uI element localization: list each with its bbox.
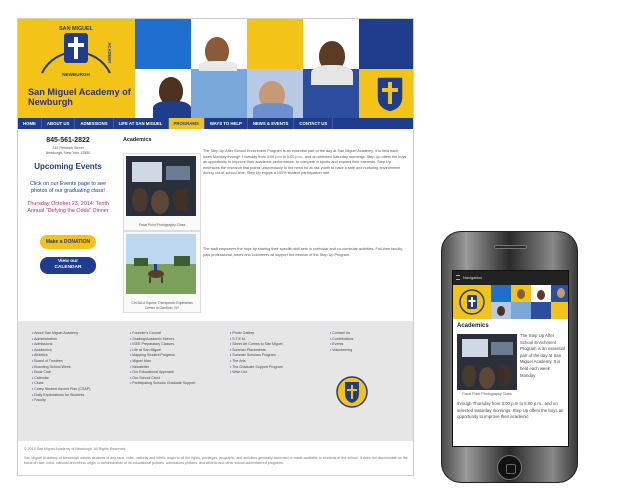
footer-link[interactable]: • Contact Us xyxy=(330,331,353,337)
footer-link[interactable]: • Administration xyxy=(32,337,90,343)
footer-link[interactable]: • Contributions xyxy=(330,337,353,343)
footer-link[interactable]: • Admissions xyxy=(32,342,90,348)
crest-icon xyxy=(375,75,405,113)
donate-button[interactable]: Make a DONATION xyxy=(40,235,96,249)
footer-link[interactable]: • Corey Student Ascent Plan (CSAP) xyxy=(32,387,90,393)
nav-news-events[interactable]: NEWS & EVENTS xyxy=(248,118,295,129)
footer-link[interactable]: • Faculty xyxy=(32,398,90,404)
footer-crest-logo xyxy=(336,373,368,411)
sidebar xyxy=(18,129,118,329)
copyright-text: © 2013 San Miguel Academy of Newburgh. All Rights Reserved. xyxy=(24,447,127,451)
mobile-nav-bar[interactable] xyxy=(453,271,569,285)
phone-number[interactable]: 845-561-2822 xyxy=(46,137,90,144)
calendar-button[interactable] xyxy=(40,257,96,274)
address-line: 245 Renwick Street xyxy=(52,146,84,150)
paragraph-text: The Step Up After School Enrichment Program is an essential part of the day at San Miguel Academy. It is held each week Monday through Thursday from 3:00 p.m to 5:00 p.m., and on selected Saturday mornings. Step Up offers the boys an opportunity to improve their academic performance, to compete in sports and expand their interests. Step Up embraces the research that points unanimously to the need for at-risk youth to have a safe and nurturing environment during out-of-school time. Step Up enjoys a 100% student participation rate. xyxy=(203,149,407,176)
brand-block xyxy=(18,19,135,118)
desktop-website-mockup xyxy=(17,18,414,476)
footer-link[interactable]: • About San Miguel Academy xyxy=(32,331,90,337)
site-footer xyxy=(18,321,414,441)
nav-admissions[interactable]: ADMISSIONS xyxy=(75,118,113,129)
svg-text:SAN MIGUEL: SAN MIGUEL xyxy=(59,26,93,32)
phone-screen xyxy=(452,270,569,447)
menu-icon[interactable] xyxy=(456,275,460,280)
footer-link[interactable]: • Calendar xyxy=(32,376,90,382)
footer-column-life xyxy=(230,331,283,376)
school-name[interactable]: San Miguel Academy of Newburgh xyxy=(28,87,131,107)
footer-link[interactable]: • Academics xyxy=(32,348,90,354)
classroom-photo[interactable] xyxy=(126,156,196,216)
header-photo-collage xyxy=(135,19,414,118)
staff-description xyxy=(203,247,407,258)
footer-link[interactable]: • Photo Gallery xyxy=(230,331,283,337)
footer-link[interactable]: • Summer Placements xyxy=(230,348,283,354)
footer-column-about xyxy=(32,331,90,404)
footer-link[interactable]: • Clubs xyxy=(32,381,90,387)
site-header xyxy=(18,19,414,118)
smartphone-mockup xyxy=(441,231,578,483)
nav-contact-us[interactable]: CONTACT US xyxy=(294,118,333,129)
figure-caption: CHOALA Equine Therapeutic Equestrian Center in Gardiner, NY xyxy=(131,301,193,310)
footer-link[interactable]: • Newsletter xyxy=(130,365,195,371)
footer-link[interactable]: • Summer Scholars Program xyxy=(230,353,283,359)
footer-link[interactable]: • Grading/Academic Honors xyxy=(130,337,195,343)
calendar-button-line: CALENDAR xyxy=(54,265,82,270)
footer-link[interactable]: • Volunteering xyxy=(330,348,353,354)
footer-link[interactable]: • Participating Schools Graduate Support xyxy=(130,381,195,387)
mobile-paragraph-rest: through Thursday from 3:00 p.m to 5:00 p.m., and on selected Saturday mornings. Step Up offers the boys an opportunity to improve their academic xyxy=(457,401,564,420)
mobile-nav-label: Navigation xyxy=(463,275,482,280)
address-line: Newburgh, New York 12550 xyxy=(45,151,91,155)
nondiscrimination-notice: San Miguel Academy of Newburgh admits students of any race, color, national and ethnic origin to all the rights, privileges, programs, and activities generally accorded or made available to students at the school. It does not discriminate on the basis of race, color, national and ethnic origin in administration of its educational policies, admissions policies, and athletic and other school-administered programs. xyxy=(24,456,408,465)
footer-link[interactable]: • Events xyxy=(330,342,353,348)
footer-link[interactable]: • Founder's Council xyxy=(130,331,195,337)
nav-life-at-san-miguel[interactable]: LIFE AT SAN MIGUEL xyxy=(114,118,169,129)
mobile-content xyxy=(453,319,569,447)
events-promo-link[interactable]: Click on our Events page to see photos of our graduating class! xyxy=(29,181,107,194)
footer-link[interactable]: • The Graduate Support Program xyxy=(230,365,283,371)
footer-link[interactable]: • The Arts xyxy=(230,359,283,365)
mobile-paragraph-top: The Step Up After School Enrichment Program is an essential part of the day at San Miguel Academy. It is held each week Monday xyxy=(520,333,565,378)
svg-text:ACADEMY: ACADEMY xyxy=(107,42,112,64)
home-button[interactable] xyxy=(497,455,522,480)
footer-link[interactable]: • Our School Crest xyxy=(130,376,195,382)
footer-link[interactable]: • Miguel Man xyxy=(130,359,195,365)
footer-link[interactable]: • Our Educational Approach xyxy=(130,370,195,376)
upcoming-events-heading: Upcoming Events xyxy=(34,162,102,171)
footer-link[interactable]: • Athletics xyxy=(32,353,90,359)
nav-home[interactable]: HOME xyxy=(18,118,42,129)
page-title: Academics xyxy=(123,137,152,143)
equestrian-photo[interactable] xyxy=(126,234,196,294)
footer-link[interactable]: • S.T.E.M. xyxy=(230,337,283,343)
figure-caption: Focal Point Photography Class xyxy=(138,223,186,227)
footer-legal xyxy=(24,447,409,466)
footer-column-programs xyxy=(130,331,195,387)
mobile-header-photos xyxy=(491,285,569,319)
mobile-figure-caption: Focal Point Photography Class xyxy=(462,392,512,396)
mobile-seal-logo[interactable] xyxy=(459,289,485,315)
footer-column-contact xyxy=(330,331,353,353)
paragraph-text: The staff empowers the boys by sharing their specific skill sets in curricular and co-curricular activities. Full-time faculty, paid professional, tutors and volunteers all support the mission of the Step Up Program. xyxy=(203,247,403,257)
footer-link[interactable]: • Mapping Student Progress xyxy=(130,353,195,359)
footer-link[interactable]: • Board of Trustees xyxy=(32,359,90,365)
event-listing[interactable]: Thursday October 23, 2014: Tenth Annual "Defying the Odds" Dinner xyxy=(27,201,109,214)
mobile-header-banner xyxy=(453,285,569,319)
figure-equine-center xyxy=(123,231,201,313)
figure-photography-class xyxy=(123,153,201,231)
nav-programs[interactable]: PROGRAMS xyxy=(169,118,205,129)
footer-link[interactable]: • Boarding School Week xyxy=(32,365,90,371)
school-seal-logo[interactable] xyxy=(28,23,124,79)
footer-link[interactable]: • Life at San Miguel xyxy=(130,348,195,354)
program-description xyxy=(203,149,407,177)
footer-link[interactable]: • Book Club xyxy=(32,370,90,376)
mobile-classroom-photo[interactable] xyxy=(457,334,517,390)
mobile-page-title: Academics xyxy=(457,323,489,329)
footer-link[interactable]: • Daily Expectations for Students xyxy=(32,393,90,399)
nav-ways-to-help[interactable]: WAYS TO HELP xyxy=(205,118,248,129)
svg-text:NEWBURGH: NEWBURGH xyxy=(62,72,90,77)
main-navigation xyxy=(18,118,414,129)
main-content xyxy=(123,137,408,143)
footer-link[interactable]: • ISEE Preparatory Classes xyxy=(130,342,195,348)
footer-link[interactable]: • Street Art Comes to San Miguel xyxy=(230,342,283,348)
speaker-grille xyxy=(494,245,527,249)
footer-link[interactable]: • Wish List xyxy=(230,370,283,376)
calendar-button-line: View our xyxy=(58,259,78,264)
nav-about-us[interactable]: ABOUT US xyxy=(42,118,75,129)
